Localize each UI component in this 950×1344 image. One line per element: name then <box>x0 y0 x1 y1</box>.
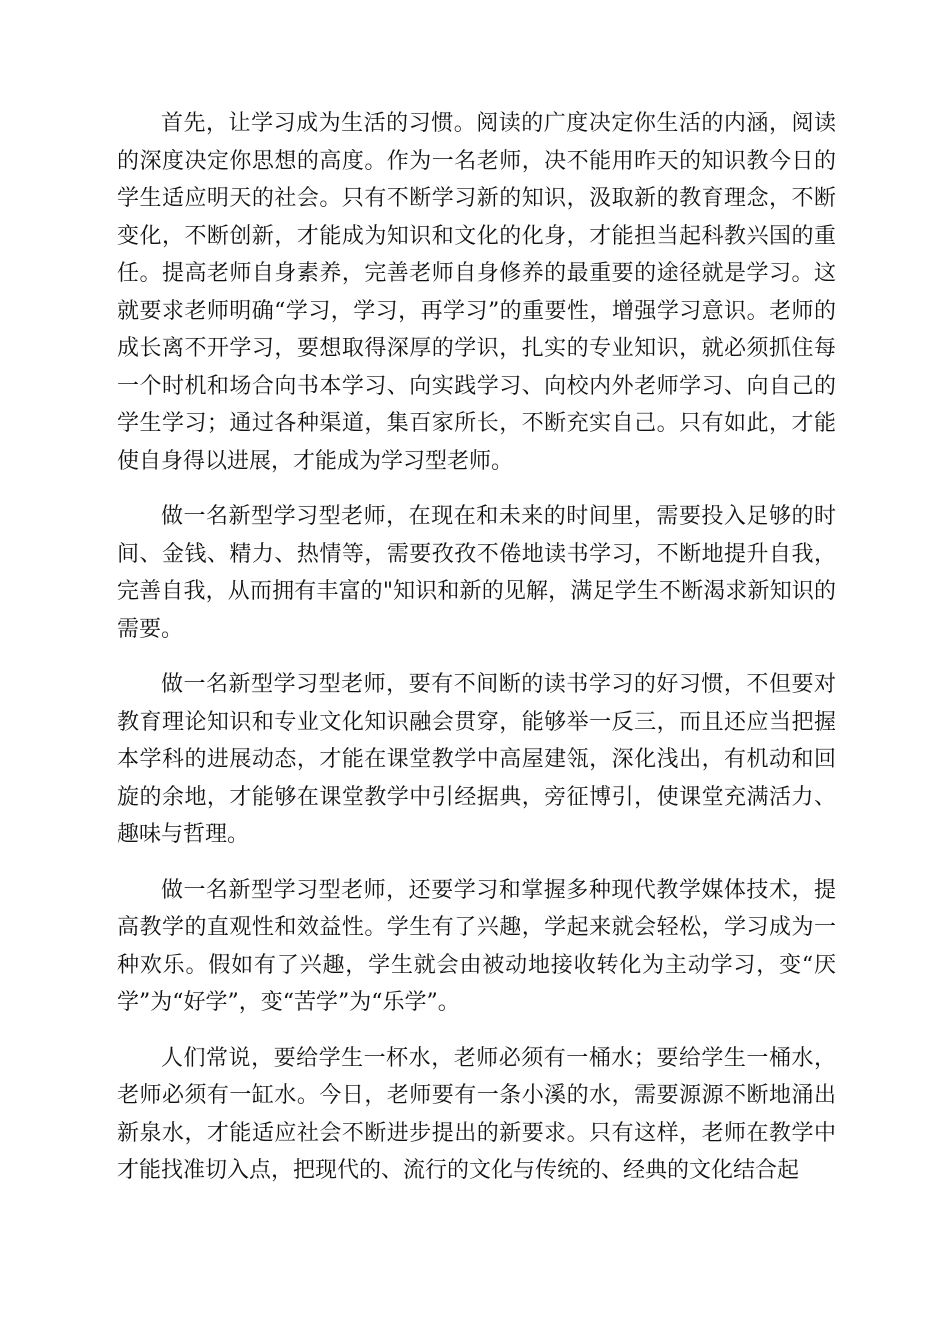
paragraph-3: 做一名新型学习型老师，要有不间断的读书学习的好习惯，不但要对教育理论知识和专业文化知识融会贯穿，能够举一反三，而且还应当把握本学科的进展动态，才能在课堂教学中高屋建瓴，深化浅出，有机动和回旋的余地，才能够在课堂教学中引经据典，旁征博引，使课堂充满活力、趣味与哲理。 <box>117 672 836 847</box>
paragraph-4: 做一名新型学习型老师，还要学习和掌握多种现代教学媒体技术，提高教学的直观性和效益性。学生有了兴趣，学起来就会轻松，学习成为一种欢乐。假如有了兴趣，学生就会由被动地接收转化为主动学习，变“厌学”为“好学”，变“苦学”为“乐学”。 <box>117 877 836 1015</box>
paragraph-2: 做一名新型学习型老师，在现在和未来的时间里，需要投入足够的时间、金钱、精力、热情等，需要孜孜不倦地读书学习，不断地提升自我，完善自我，从而拥有丰富的"知识和新的见解，满足学生不断渴求新知识的需要。 <box>117 504 836 642</box>
paragraph-5: 人们常说，要给学生一杯水，老师必须有一桶水；要给学生一桶水，老师必须有一缸水。今日，老师要有一条小溪的水，需要源源不断地涌出新泉水，才能适应社会不断进步提出的新要求。只有这样，老师在教学中才能找准切入点，把现代的、流行的文化与传统的、经典的文化结合起 <box>117 1045 836 1183</box>
paragraph-1: 首先，让学习成为生活的习惯。阅读的广度决定你生活的内涵，阅读的深度决定你思想的高度。作为一名老师，决不能用昨天的知识教今日的学生适应明天的社会。只有不断学习新的知识，汲取新的教育理念，不断变化，不断创新，才能成为知识和文化的化身，才能担当起科教兴国的重任。提高老师自身素养，完善老师自身修养的最重要的途径就是学习。这就要求老师明确“学习，学习，再学习”的重要性，增强学习意识。老师的成长离不开学习，要想取得深厚的学识，扎实的专业知识，就必须抓住每一个时机和场合向书本学习、向实践学习、向校内外老师学习、向自己的学生学习；通过各种渠道，集百家所长，不断充实自己。只有如此，才能使自身得以进展，才能成为学习型老师。 <box>117 111 836 474</box>
